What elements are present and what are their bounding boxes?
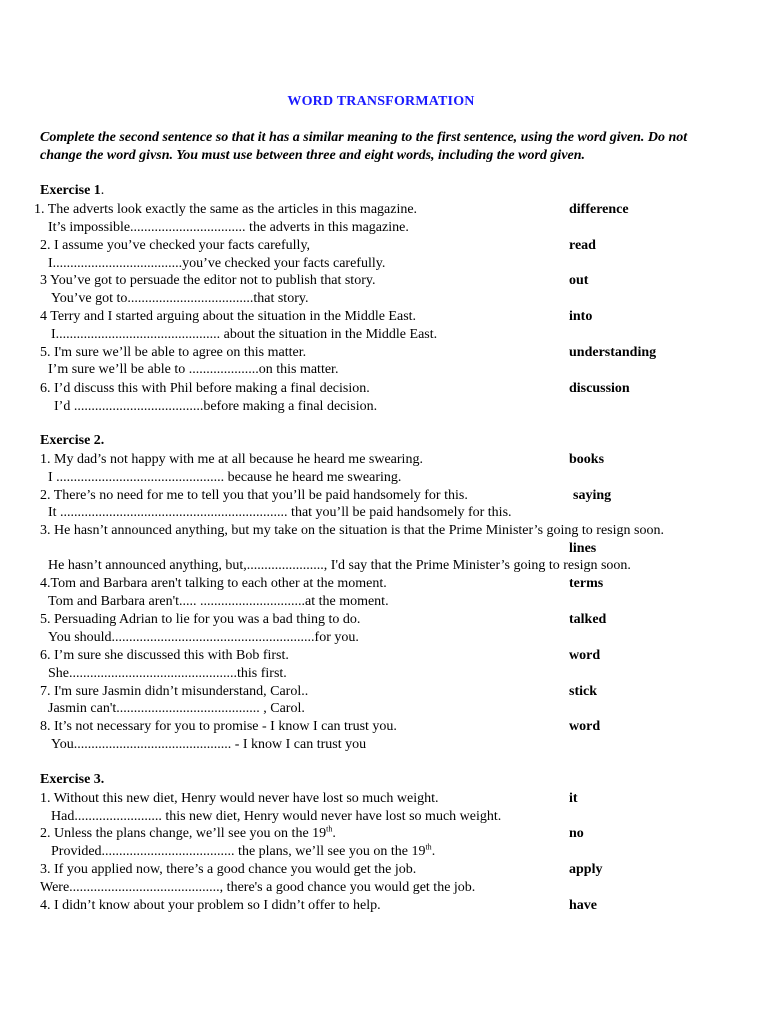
ex1-q1-answer: It’s impossible................................. the adverts in this magazine. — [48, 220, 409, 235]
ex1-q2-answer: I.....................................you’ve checked your facts carefully. — [48, 256, 386, 271]
ex2-q2-sentence: 2. There’s no need for me to tell you that you’ll be paid handsomely for this. — [40, 488, 468, 503]
ex1-q3-answer: You’ve got to....................................that story. — [51, 291, 309, 306]
ex2-q5-sentence: 5. Persuading Adrian to lie for you was a bad thing to do. — [40, 612, 361, 627]
ex2-q1-sentence: 1. My dad’s not happy with me at all because he heard me swearing. — [40, 452, 423, 467]
ex1-q6-sentence: 6. I’d discuss this with Phil before making a final decision. — [40, 381, 370, 396]
ex2-q4-key-word: terms — [569, 576, 604, 591]
ex1-q2-key-word: read — [569, 238, 596, 253]
ex3-q3-key-word: apply — [569, 862, 603, 877]
ex3-q3-answer: Were..........................................., there's a good chance you would get the job. — [40, 880, 476, 895]
exercise-1-heading: Exercise 1. — [40, 183, 105, 198]
ex2-q6-answer: She................................................this first. — [48, 666, 287, 681]
ex2-q7-answer: Jasmin can't......................................... , Carol. — [48, 701, 305, 716]
ex3-q1-answer: Had......................... this new diet, Henry would never have lost so much weight. — [51, 809, 502, 824]
ex2-q3-sentence: 3. He hasn’t announced anything, but my take on the situation is that the Prime Minister’s going to resign soon. — [40, 523, 664, 538]
ex1-q5-sentence: 5. I'm sure we’ll be able to agree on this matter. — [40, 345, 307, 360]
ex3-q4-sentence: 4. I didn’t know about your problem so I didn’t offer to help. — [40, 898, 381, 913]
ex1-q4-key-word: into — [569, 309, 593, 324]
ex1-q2-sentence: 2. I assume you’ve checked your facts carefully, — [40, 238, 311, 253]
ex3-q2-answer: Provided...................................... the plans, we’ll see you on the 19th. — [51, 842, 436, 859]
ex2-q8-answer: You............................................. - I know I can trust you — [51, 737, 367, 752]
ex2-q6-sentence: 6. I’m sure she discussed this with Bob first. — [40, 648, 289, 663]
ex2-q1-key-word: books — [569, 452, 605, 467]
ex3-q1-key-word: it — [569, 791, 578, 806]
ex2-q7-sentence: 7. I'm sure Jasmin didn’t misunderstand, Carol.. — [40, 684, 309, 699]
ex1-q1-sentence: 1. The adverts look exactly the same as the articles in this magazine. — [34, 202, 418, 217]
exercise-3-heading: Exercise 3. — [40, 772, 105, 787]
ex1-q6-key-word: discussion — [569, 381, 630, 396]
ex3-q1-sentence: 1. Without this new diet, Henry would never have lost so much weight. — [40, 791, 439, 806]
ex2-q4-sentence: 4.Tom and Barbara aren't talking to each other at the moment. — [40, 576, 387, 591]
ex1-q4-answer: I............................................... about the situation in the Middle East. — [51, 327, 438, 342]
ex3-q4-key-word: have — [569, 898, 597, 913]
ex1-q1-key-word: difference — [569, 202, 629, 217]
ex2-q7-key-word: stick — [569, 684, 597, 699]
ex2-q3-key-word: lines — [569, 541, 597, 556]
ex1-q6-answer: I’d .....................................before making a final decision. — [54, 399, 378, 414]
ex3-q2-sentence: 2. Unless the plans change, we’ll see you on the 19th. — [40, 824, 336, 841]
ex3-q2-key-word: no — [569, 826, 584, 841]
ex1-q3-sentence: 3 You’ve got to persuade the editor not to publish that story. — [40, 273, 376, 288]
ex2-q6-key-word: word — [569, 648, 601, 663]
ex2-q8-key-word: word — [569, 719, 601, 734]
ex1-q4-sentence: 4 Terry and I started arguing about the situation in the Middle East. — [40, 309, 417, 324]
ex2-q5-key-word: talked — [569, 612, 607, 627]
document-title: WORD TRANSFORMATION — [287, 94, 475, 109]
ex1-q5-answer: I’m sure we’ll be able to ....................on this matter. — [48, 362, 339, 377]
instructions: Complete the second sentence so that it has a similar meaning to the first sentence, using the word given. Do not change the word givsn. You must use between three and eight words, including the word given. — [40, 130, 688, 163]
ex1-q3-key-word: out — [569, 273, 589, 288]
ex1-q5-key-word: understanding — [569, 345, 657, 360]
ex2-q5-answer: You should..........................................................for you. — [48, 630, 359, 645]
ex3-q3-sentence: 3. If you applied now, there’s a good chance you would get the job. — [40, 862, 417, 877]
ex2-q2-key-word: saying — [573, 488, 612, 503]
ex2-q2-answer: It ................................................................. that you’ll be paid handsomely for this. — [48, 505, 512, 520]
exercise-2-heading: Exercise 2. — [40, 433, 105, 448]
ex2-q3-answer: He hasn’t announced anything, but,......................, I'd say that the Prime Minister’s going to resign soon. — [48, 558, 631, 573]
ex2-q4-answer: Tom and Barbara aren't..... ..............................at the moment. — [48, 594, 389, 609]
ex2-q1-answer: I ................................................ because he heard me swearing. — [48, 470, 402, 485]
ex2-q8-sentence: 8. It’s not necessary for you to promise - I know I can trust you. — [40, 719, 397, 734]
